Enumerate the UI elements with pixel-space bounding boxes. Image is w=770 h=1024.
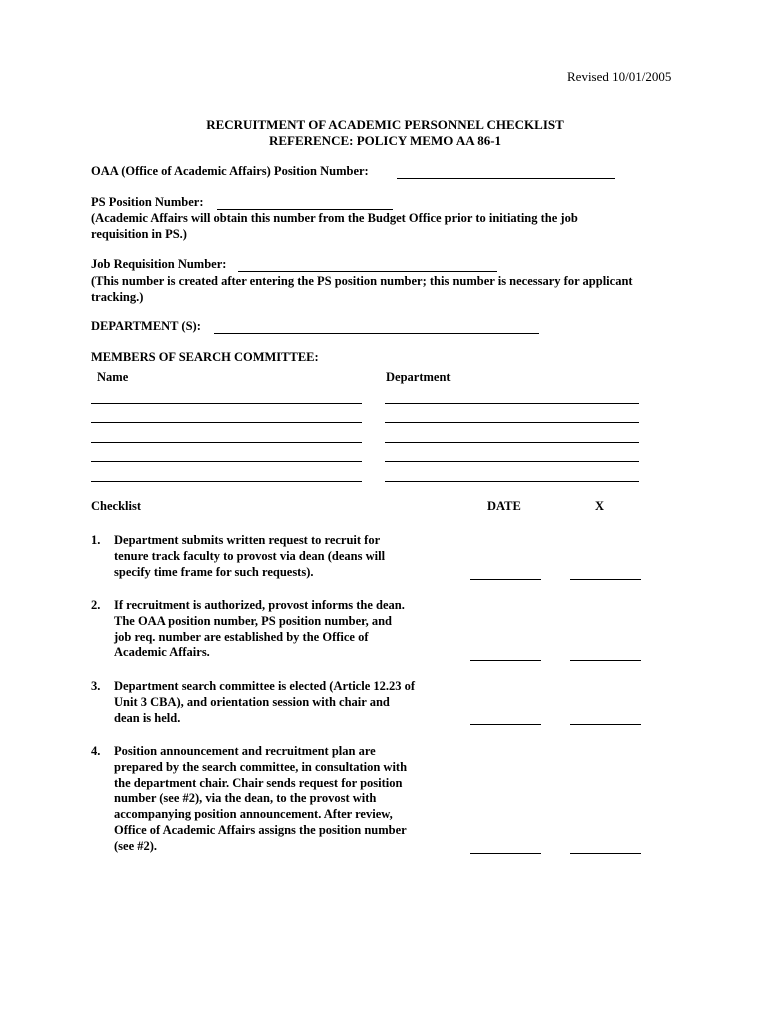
checklist-item-line: the department chair. Chair sends request for position xyxy=(114,775,403,790)
committee-name-column: Name xyxy=(97,370,129,384)
oaa-position-label: OAA (Office of Academic Affairs) Position Number: xyxy=(91,164,369,178)
checklist-item-line: Department search committee is elected (Article 12.23 of xyxy=(114,679,416,693)
revised-date: Revised 10/01/2005 xyxy=(567,69,672,84)
checklist-item-line: prepared by the search committee, in consultation with xyxy=(114,759,408,774)
item-check-field[interactable] xyxy=(570,724,641,725)
committee-department-field[interactable] xyxy=(385,403,639,404)
checklist-item-line: If recruitment is authorized, provost informs the dean. xyxy=(114,598,405,612)
committee-department-field[interactable] xyxy=(385,481,639,482)
committee-department-column: Department xyxy=(386,370,451,384)
checklist-item-text xyxy=(114,679,444,726)
checklist-item-line: dean is held. xyxy=(114,710,181,725)
job-requisition-label: Job Requisition Number: xyxy=(91,257,227,271)
checklist-item-number: 1. xyxy=(91,533,101,547)
x-column-header: X xyxy=(595,499,605,513)
oaa-position-field[interactable] xyxy=(397,178,615,179)
checklist-item-line: Department submits written request to recruit for xyxy=(114,533,381,547)
checklist-item-text xyxy=(114,598,444,661)
committee-name-field[interactable] xyxy=(91,422,362,423)
checklist-item-line: tenure track faculty to provost via dean (deans will xyxy=(114,548,386,563)
item-date-field[interactable] xyxy=(470,724,541,725)
date-column-header: DATE xyxy=(487,499,521,513)
checklist-item-line: accompanying position announcement. After review, xyxy=(114,807,393,822)
checklist-item-text xyxy=(114,533,444,580)
department-field[interactable] xyxy=(214,333,539,334)
checklist-item-line: Position announcement and recruitment plan are xyxy=(114,744,376,758)
checklist-item-line: Academic Affairs. xyxy=(114,645,210,660)
item-check-field[interactable] xyxy=(570,660,641,661)
checklist-item-text xyxy=(114,744,444,855)
checklist-item-line: Unit 3 CBA), and orientation session with chair and xyxy=(114,694,390,709)
committee-name-field[interactable] xyxy=(91,461,362,462)
document-reference: REFERENCE: POLICY MEMO AA 86-1 xyxy=(268,133,502,148)
checklist-item-line: Office of Academic Affairs assigns the position number xyxy=(114,822,407,837)
checklist-item-number: 2. xyxy=(91,598,101,612)
item-date-field[interactable] xyxy=(470,853,541,854)
job-requisition-field[interactable] xyxy=(238,271,497,272)
checklist-item-line: job req. number are established by the Office of xyxy=(114,629,369,644)
checklist-item-line: The OAA position number, PS position number, and xyxy=(114,613,392,628)
committee-department-field[interactable] xyxy=(385,422,639,423)
item-check-field[interactable] xyxy=(570,853,641,854)
committee-department-field[interactable] xyxy=(385,442,639,443)
document-title: RECRUITMENT OF ACADEMIC PERSONNEL CHECKLIST xyxy=(206,117,564,132)
ps-position-note-1: (Academic Affairs will obtain this number from the Budget Office prior to initiating the job xyxy=(91,211,578,225)
item-check-field[interactable] xyxy=(570,579,641,580)
checklist-item-line: specify time frame for such requests). xyxy=(114,564,314,579)
ps-position-note-2: requisition in PS.) xyxy=(91,227,187,241)
committee-name-field[interactable] xyxy=(91,403,362,404)
committee-department-field[interactable] xyxy=(385,461,639,462)
job-requisition-note-1: (This number is created after entering the PS position number; this number is necessary for applicant xyxy=(91,274,633,288)
checklist-item-line: (see #2). xyxy=(114,838,158,853)
job-requisition-note-2: tracking.) xyxy=(91,290,144,304)
item-date-field[interactable] xyxy=(470,579,541,580)
checklist-item-number: 4. xyxy=(91,744,101,758)
checklist-item-line: number (see #2), via the dean, to the provost with xyxy=(114,791,377,806)
committee-name-field[interactable] xyxy=(91,481,362,482)
checklist-heading: Checklist xyxy=(91,499,141,513)
department-label: DEPARTMENT (S): xyxy=(91,319,201,333)
committee-name-field[interactable] xyxy=(91,442,362,443)
checklist-item-number: 3. xyxy=(91,679,101,693)
ps-position-label: PS Position Number: xyxy=(91,195,204,209)
item-date-field[interactable] xyxy=(470,660,541,661)
committee-heading: MEMBERS OF SEARCH COMMITTEE: xyxy=(91,350,319,364)
